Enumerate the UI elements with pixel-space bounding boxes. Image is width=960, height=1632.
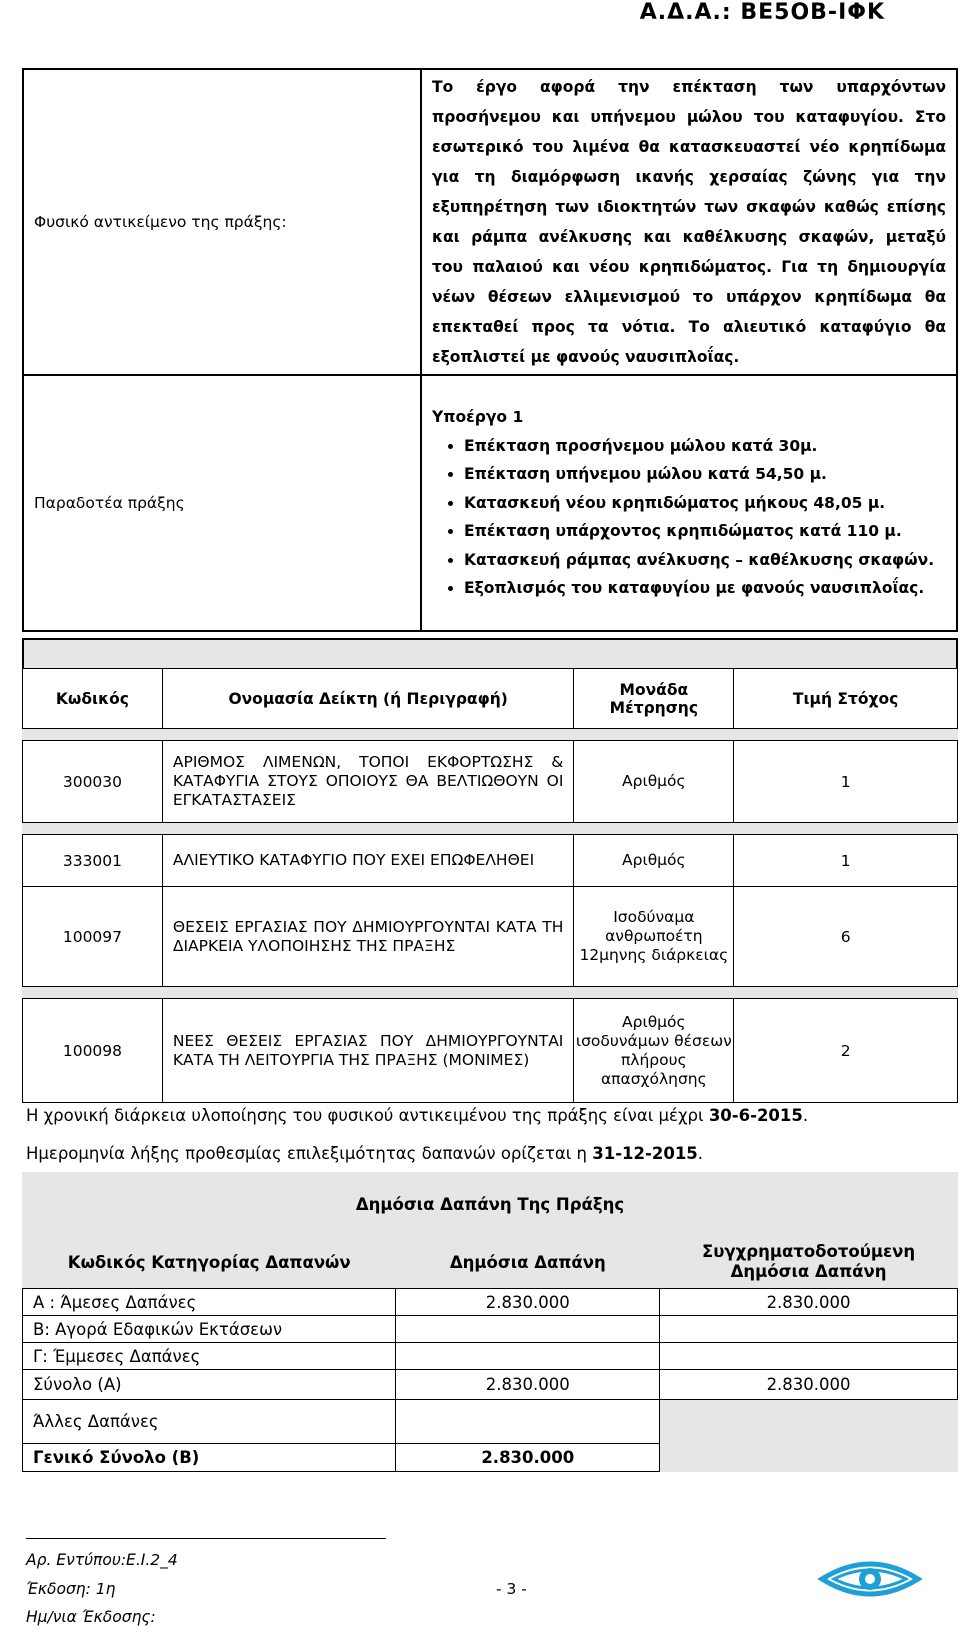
indicator-code: 333001 xyxy=(23,835,163,887)
deliverable-item: • Εξοπλισμός του καταφυγίου με φανούς ναυσιπλοΐας. xyxy=(464,574,946,603)
budget-cofunded-value: 2.830.000 xyxy=(660,1370,958,1400)
table-row xyxy=(23,887,958,987)
budget-category: Γ: Έμμεσες Δαπάνες xyxy=(23,1343,396,1370)
table-row xyxy=(23,835,958,887)
duration-date: 30-6-2015 xyxy=(708,1106,803,1125)
budget-header-cofunded: Συγχρηματοδοτούμενη Δημόσια Δαπάνη xyxy=(701,1242,916,1281)
indicator-header-code: Κωδικός xyxy=(23,669,163,729)
budget-category: Β: Αγορά Εδαφικών Εκτάσεων xyxy=(23,1316,396,1343)
footer-divider xyxy=(26,1538,386,1539)
budget-category: Α : Άμεσες Δαπάνες xyxy=(23,1289,396,1316)
indicator-unit: Αριθμός ισοδυνάμων θέσεων πλήρους απασχόλησης xyxy=(574,999,734,1103)
deadline-statement: Ημερομηνία λήξης προθεσμίας επιλεξιμότητας δαπανών ορίζεται η 31-12-2015. xyxy=(26,1144,704,1163)
indicator-code: 100098 xyxy=(23,999,163,1103)
page-number: - 3 - xyxy=(496,1580,527,1598)
table-row xyxy=(23,741,958,823)
indicator-target: 2 xyxy=(734,999,958,1103)
budget-public-value: 2.830.000 xyxy=(396,1370,660,1400)
deliverables-list xyxy=(432,432,946,603)
budget-title: Δημόσια Δαπάνη Της Πράξης xyxy=(355,1194,625,1214)
indicator-header-name: Ονομασία Δείκτη (ή Περιγραφή) xyxy=(162,669,574,729)
indicator-target: 1 xyxy=(734,741,958,823)
budget-cofunded-value: 2.830.000 xyxy=(660,1289,958,1316)
table-row xyxy=(23,999,958,1103)
indicator-name: ΑΡΙΘΜΟΣ ΛΙΜΕΝΩΝ, ΤΟΠΟΙ ΕΚΦΟΡΤΩΣΗΣ & ΚΑΤΑΦΥΓΙΑ ΣΤΟΥΣ ΟΠΟΙΟΥΣ ΘΑ ΒΕΛΤΙΩΘΟΥΝ ΟΙ ΕΓΚΑΤΑΣΤΑΣΕΙΣ xyxy=(162,741,574,823)
indicator-header-target: Τιμή Στόχος xyxy=(734,669,958,729)
indicators-table xyxy=(22,668,958,1103)
indicator-unit: Ισοδύναμα ανθρωποέτη 12μηνης διάρκειας xyxy=(574,887,734,987)
budget-header-public: Δημόσια Δαπάνη xyxy=(449,1252,606,1272)
budget-category: Σύνολο (Α) xyxy=(23,1370,396,1400)
subproject-label: Υποέργο 1 xyxy=(432,408,524,427)
edition: Έκδοση: 1η xyxy=(26,1580,116,1598)
deliverable-item: • Κατασκευή νέου κρηπιδώματος μήκους 48,05 μ. xyxy=(464,489,946,518)
budget-category-total: Γενικό Σύνολο (Β) xyxy=(23,1444,396,1472)
indicator-unit: Αριθμός xyxy=(574,741,734,823)
duration-statement: Η χρονική διάρκεια υλοποίησης του φυσικού αντικειμένου της πράξης είναι μέχρι 30-6-2015. xyxy=(26,1106,809,1125)
project-info-table xyxy=(22,68,958,632)
indicator-unit: Αριθμός xyxy=(574,835,734,887)
indicators-header-band xyxy=(22,638,958,668)
budget-public-value xyxy=(396,1316,660,1343)
document-id-header: Α.Δ.Α.: ΒΕ5ΟΒ-ΙΦΚ xyxy=(639,0,885,25)
deliverable-item: • Κατασκευή ράμπας ανέλκυσης – καθέλκυσης σκαφών. xyxy=(464,546,946,575)
deadline-date: 31-12-2015 xyxy=(592,1144,698,1163)
budget-public-value xyxy=(396,1343,660,1370)
table-row xyxy=(23,1316,958,1343)
indicator-code: 300030 xyxy=(23,741,163,823)
deliverable-item: • Επέκταση υπάρχοντος κρηπιδώματος κατά 110 μ. xyxy=(464,517,946,546)
indicator-code: 100097 xyxy=(23,887,163,987)
indicator-name: ΘΕΣΕΙΣ ΕΡΓΑΣΙΑΣ ΠΟΥ ΔΗΜΙΟΥΡΓΟΥΝΤΑΙ ΚΑΤΑ ΤΗ ΔΙΑΡΚΕΙΑ ΥΛΟΠΟΙΗΣΗΣ ΤΗΣ ΠΡΑΞΗΣ xyxy=(162,887,574,987)
indicator-header-unit: Μονάδα Μέτρησης xyxy=(574,669,734,729)
budget-cofunded-value xyxy=(660,1343,958,1370)
indicator-name: ΝΕΕΣ ΘΕΣΕΙΣ ΕΡΓΑΣΙΑΣ ΠΟΥ ΔΗΜΙΟΥΡΓΟΥΝΤΑΙ ΚΑΤΑ ΤΗ ΛΕΙΤΟΥΡΓΙΑ ΤΗΣ ΠΡΑΞΗΣ (ΜΟΝΙΜΕΣ) xyxy=(162,999,574,1103)
edition-date: Ημ/νια Έκδοσης: xyxy=(26,1608,156,1626)
table-row xyxy=(23,1400,958,1444)
budget-category: Άλλες Δαπάνες xyxy=(23,1400,396,1444)
budget-header-category: Κωδικός Κατηγορίας Δαπανών xyxy=(67,1252,351,1272)
form-number: Αρ. Εντύπου:Ε.Ι.2_4 xyxy=(26,1551,178,1569)
physical-object-label: Φυσικό αντικείμενο της πράξης: xyxy=(23,69,421,375)
budget-cofunded-value xyxy=(660,1316,958,1343)
indicator-name: ΑΛΙΕΥΤΙΚΟ ΚΑΤΑΦΥΓΙΟ ΠΟΥ ΕΧΕΙ ΕΠΩΦΕΛΗΘΕΙ xyxy=(162,835,574,887)
budget-public-value xyxy=(396,1400,660,1444)
indicator-target: 1 xyxy=(734,835,958,887)
deliverables-cell xyxy=(421,375,957,631)
table-row xyxy=(23,1343,958,1370)
deliverable-item: • Επέκταση υπήνεμου μώλου κατά 54,50 μ. xyxy=(464,460,946,489)
physical-object-text: Το έργο αφορά την επέκταση των υπαρχόντων προσήνεμου και υπήνεμου μώλου του καταφυγίου. Στο εσωτερικό του λιμένα θα κατασκευαστεί νέο κρηπίδωμα για τη διαμόρφωση ικανής χερσαίας ζώνης για την εξυπηρέτηση των ιδιοκτητών των σκαφών καθώς επίσης και ράμπα ανέλκυσης και καθέλκυσης σκαφών, μεταξύ του παλαιού και νέου κρηπιδώματος. Για τη δημιουργία νέων θέσεων ελλιμενισμού το υπάρχον κρηπίδωμα θα επεκταθεί προς τα νότια. Το αλιευτικό καταφύγιο θα εξοπλιστεί με φανούς ναυσιπλοΐας. xyxy=(421,69,957,375)
deliverable-item: • Επέκταση προσήνεμου μώλου κατά 30μ. xyxy=(464,432,946,461)
budget-cofunded-value xyxy=(660,1444,958,1472)
eye-logo-icon xyxy=(818,1555,922,1607)
budget-public-total: 2.830.000 xyxy=(396,1444,660,1472)
table-row xyxy=(23,1444,958,1472)
budget-public-value: 2.830.000 xyxy=(396,1289,660,1316)
deliverables-label: Παραδοτέα πράξης xyxy=(23,375,421,631)
indicator-target: 6 xyxy=(734,887,958,987)
table-row xyxy=(23,1370,958,1400)
budget-table xyxy=(22,1172,958,1472)
table-row xyxy=(23,1289,958,1316)
budget-cofunded-value xyxy=(660,1400,958,1444)
